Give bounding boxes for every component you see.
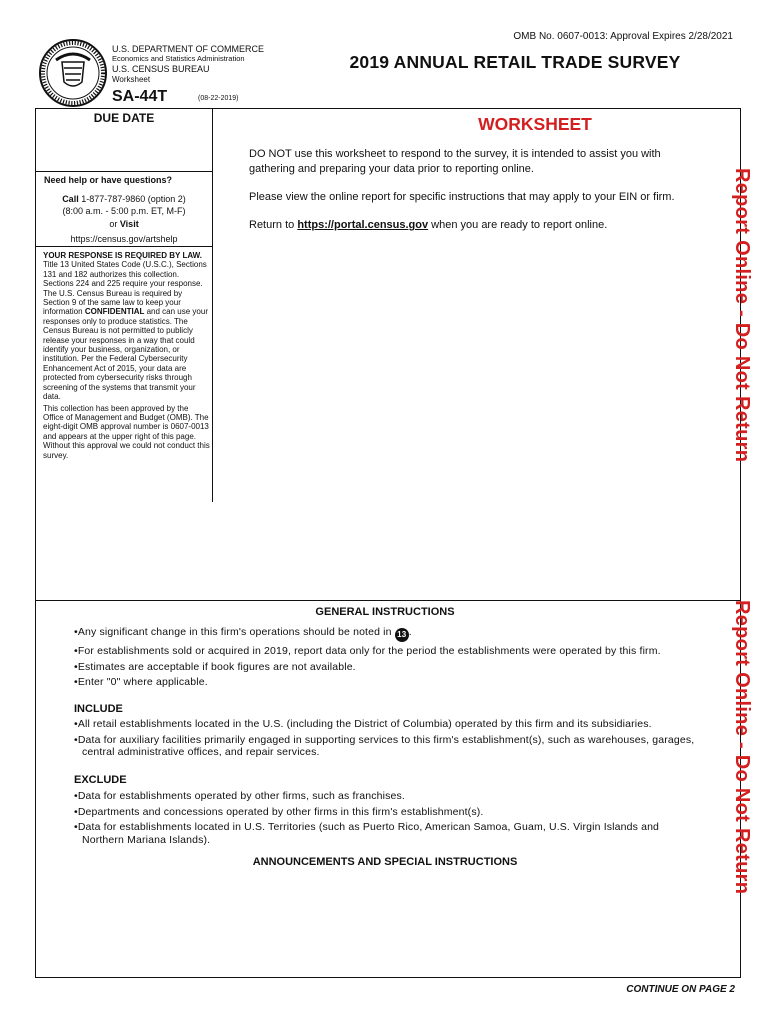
list-item: • All retail establishments located in the U.S. (including the District of Columbia) operated by this firm and its subsidiaries. — [74, 718, 704, 731]
announcements-heading: ANNOUNCEMENTS AND SPECIAL INSTRUCTIONS — [252, 856, 518, 868]
worksheet-title: WORKSHEET — [478, 114, 592, 134]
list-item: • Estimates are acceptable if book figures are not available. — [74, 661, 704, 674]
list-item: • Enter "0" where applicable. — [74, 676, 704, 689]
dept-bureau: U.S. CENSUS BUREAU — [112, 64, 210, 74]
dept-admin: Economics and Statistics Administration — [112, 54, 245, 63]
or-text: or — [109, 219, 118, 229]
worksheet-para-2: Please view the online report for specific instructions that may apply to your EIN or firm. — [249, 191, 675, 203]
survey-title: 2019 ANNUAL RETAIL TRADE SURVEY — [349, 52, 681, 72]
dept-name: U.S. DEPARTMENT OF COMMERCE — [112, 44, 265, 54]
help-url-link[interactable]: https://census.gov/artshelp — [70, 234, 178, 244]
help-phone — [35, 194, 213, 205]
return-text-end: when you are ready to report online. — [431, 219, 608, 231]
gi-item-text: Any significant change in this firm's operations should be noted in — [77, 626, 392, 638]
phone-number: 1-877-787-9860 (option 2) — [81, 194, 186, 204]
list-item: • For establishments sold or acquired in 2019, report data only for the period the establishments were operated by this firm. — [74, 645, 704, 658]
exclude-list — [74, 790, 704, 849]
continue-note: CONTINUE ON PAGE 2 — [626, 984, 735, 995]
help-heading: Need help or have questions? — [44, 175, 173, 185]
list-item — [74, 626, 704, 642]
exclude-heading: EXCLUDE — [74, 774, 127, 786]
side-banner-text: Report Online - Do Not Return — [731, 600, 753, 895]
help-hours: (8:00 a.m. - 5:00 p.m. ET, M-F) — [62, 206, 186, 216]
include-heading: INCLUDE — [74, 703, 123, 715]
general-instructions-list — [74, 626, 704, 692]
legal-confidential-label: CONFIDENTIAL — [84, 307, 145, 317]
general-instructions-heading: GENERAL INSTRUCTIONS — [315, 606, 455, 618]
gi-item-end: . — [408, 626, 412, 638]
list-item: • Data for auxiliary facilities primarily engaged in supporting services to this firm's establishment(s), such as warehouses, garages, central administrative offices, and repair services. — [74, 734, 704, 759]
side-banner-text: Report Online - Do Not Return — [731, 168, 753, 463]
item-number-badge: 13 — [395, 628, 409, 642]
form-date: (08-22-2019) — [198, 95, 239, 102]
worksheet-text — [249, 147, 699, 246]
worksheet-para-3 — [249, 218, 699, 233]
include-list — [74, 718, 704, 762]
portal-link[interactable]: https://portal.census.gov — [297, 219, 429, 231]
list-item: • Data for establishments located in U.S. Territories (such as Puerto Rico, American Samoa, Guam, U.S. Virgin Islands and Northern Mariana Islands). — [74, 821, 704, 846]
legal-text-1: Title 13 United States Code (U.S.C.), Sections 131 and 182 authorizes this collection. Sections 224 and 225 require your response. The U.S. Census Bureau is required by Section 9 of the same law to keep your information — [43, 260, 207, 317]
form-number: SA-44T — [112, 88, 168, 105]
legal-notice — [43, 251, 210, 462]
commerce-seal-logo — [38, 38, 108, 108]
call-label: Call — [62, 194, 79, 204]
visit-label: Visit — [119, 219, 139, 229]
return-text: Return to — [249, 219, 295, 231]
help-visit — [35, 219, 213, 229]
legal-required-label: YOUR RESPONSE IS REQUIRED BY LAW. — [43, 251, 202, 260]
list-item: • Data for establishments operated by other firms, such as franchises. — [74, 790, 704, 803]
department-block — [112, 44, 264, 74]
worksheet-para-1: DO NOT use this worksheet to respond to the survey, it is intended to assist you with gathering and preparing your data prior to reporting online. — [249, 148, 661, 175]
list-item: • Departments and concessions operated by other firms in this firm's establishment(s). — [74, 806, 704, 819]
omb-approval: OMB No. 0607-0013: Approval Expires 2/28/2021 — [513, 31, 733, 42]
due-date-label: DUE DATE — [93, 111, 155, 125]
legal-text-2: and can use your responses only to produce statistics. The Census Bureau is not permitted to publicly release your responses in a way that could identify your business, organization, or institution. Per the Federal Cybersecurity Enhancement Act of 2015, your data are protected from cybersecurity risks through screening of the systems that transmit your data. — [43, 307, 208, 402]
legal-text-3: This collection has been approved by the Office of Management and Budget (OMB). The eight-digit OMB approval number is 0607-0013 and appears at the upper right of this page. Without this approval we could not conduct this survey. — [43, 403, 210, 460]
worksheet-label: Worksheet — [112, 75, 151, 84]
